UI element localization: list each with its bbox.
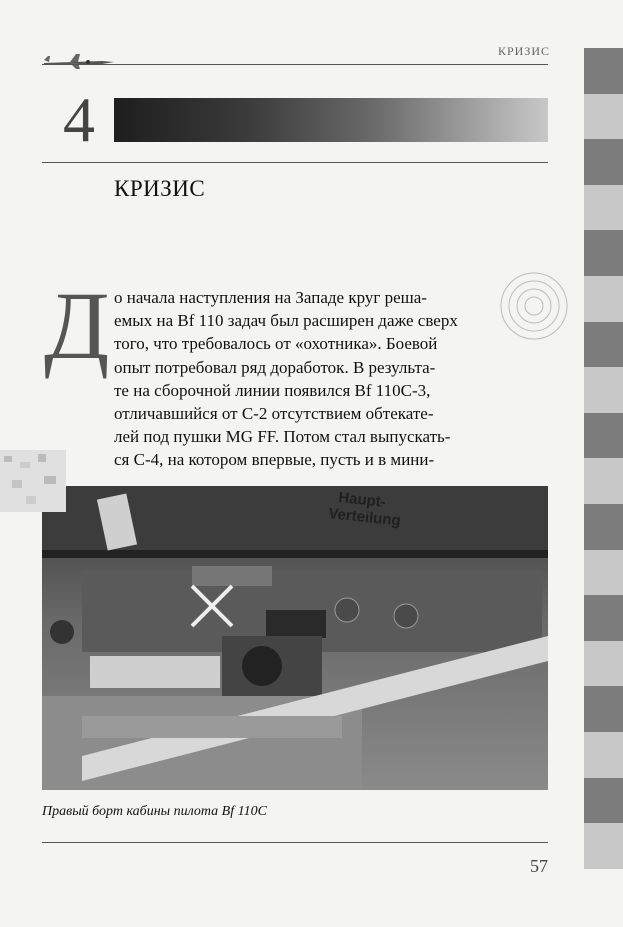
body-line: о начала наступления на Западе круг реша-: [114, 288, 427, 307]
header-rule: [42, 64, 548, 65]
drop-cap: Д: [44, 272, 110, 379]
body-line: ся С-4, на котором впервые, пусть и в мини-: [114, 450, 435, 470]
body-line: того, что требовалось от «охотника». Боевой: [114, 334, 438, 354]
photo-caption: Правый борт кабины пилота Bf 110C: [42, 804, 267, 819]
chapter-number: 4: [63, 84, 95, 155]
body-paragraph: [114, 286, 550, 472]
body-line: емых на Bf 110 задач был расширен даже сверх: [114, 311, 458, 331]
body-line: отличавшийся от С-2 отсутствием обтекате-: [114, 404, 434, 424]
thumb-index-tabs: [584, 48, 623, 870]
body-line: лей под пушки MG FF. Потом стал выпускать-: [114, 427, 451, 447]
circular-stamp-icon: [498, 270, 570, 342]
body-line: те на сборочной линии появился Bf 110C-3,: [114, 380, 431, 400]
chapter-title: КРИЗИС: [114, 176, 206, 201]
running-head: КРИЗИС: [497, 44, 550, 58]
footer-rule: [42, 842, 548, 843]
body-line: опыт потребовал ряд доработок. В результа-: [114, 357, 436, 377]
chapter-rule: [42, 162, 548, 163]
scan-artifact: [0, 450, 66, 512]
cockpit-photo: [42, 486, 548, 790]
panel-label: Verteilung: [327, 505, 402, 530]
aircraft-silhouette-icon: [42, 52, 116, 70]
chapter-gradient-bar: [114, 98, 548, 142]
panel-label: Haupt-: [337, 489, 387, 511]
page-number: 57: [530, 856, 548, 876]
